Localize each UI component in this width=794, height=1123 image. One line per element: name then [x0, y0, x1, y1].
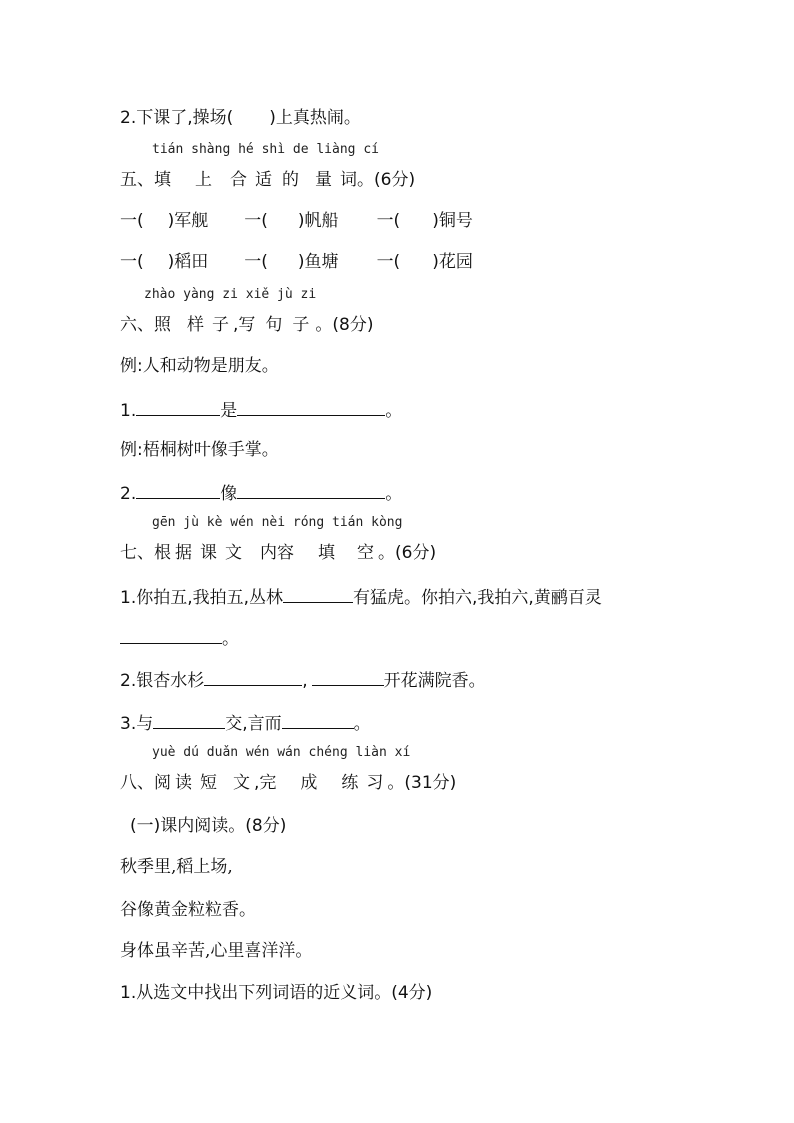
- section-7-pinyin: gēn jù kè wén nèi róng tián kòng: [152, 515, 403, 530]
- example-2: 例:梧桐树叶像手掌。: [120, 440, 279, 460]
- row-item-pre: 一(: [244, 211, 268, 231]
- heading-char: 七、根: [120, 543, 171, 563]
- heading-score: 。(8分): [315, 315, 374, 335]
- item-keyword: 是: [220, 401, 238, 421]
- answer-blank[interactable]: [136, 481, 220, 499]
- row-item-post: )鱼塘: [297, 252, 339, 272]
- answer-blank[interactable]: [204, 668, 302, 686]
- row-item-post: )帆船: [297, 211, 339, 231]
- heading-char: 文: [233, 773, 250, 793]
- row-item-pre: 一(: [120, 211, 144, 231]
- heading-score: 。(6分): [378, 543, 437, 563]
- fill-text: 1.你拍五,我拍五,丛林: [120, 588, 284, 608]
- heading-char: 文: [225, 543, 242, 563]
- item-period: 。: [385, 401, 403, 421]
- section-7-heading: [120, 542, 436, 564]
- fill-text: ,: [302, 671, 308, 691]
- fill-text: 。: [353, 714, 371, 734]
- heading-char: 量: [315, 170, 332, 190]
- heading-char: 习: [366, 773, 384, 793]
- example-1: 例:人和动物是朋友。: [120, 356, 279, 376]
- question-2-after: )上真热闹。: [269, 108, 361, 128]
- heading-char: 空: [357, 543, 374, 563]
- fill-item-1: [120, 585, 602, 609]
- row-item-pre: 一(: [120, 252, 144, 272]
- row-item-post: )稻田: [167, 252, 209, 272]
- section-8-pinyin: yuè dú duǎn wén wán chéng liàn xí: [152, 745, 411, 760]
- heading-char: ,写: [233, 315, 256, 335]
- heading-char: 适: [255, 170, 272, 190]
- row-item-post: )花园: [432, 252, 473, 272]
- answer-blank[interactable]: [120, 626, 222, 644]
- measure-word-row-1: [120, 210, 473, 232]
- answer-blank[interactable]: [237, 398, 385, 416]
- fill-text: 有猛虎。你拍六,我拍六,黄鹂百灵: [353, 588, 602, 608]
- answer-blank[interactable]: [283, 585, 353, 603]
- heading-char: 样: [187, 315, 204, 335]
- section-5-pinyin: tián shàng hé shì de liàng cí: [152, 142, 379, 157]
- row-item-pre: 一(: [376, 252, 401, 272]
- answer-blank[interactable]: [282, 711, 354, 729]
- heading-char: 短: [200, 773, 217, 793]
- heading-char: 八、阅: [120, 773, 171, 793]
- item-number: 2.: [120, 484, 137, 504]
- fill-text: 交,言而: [225, 714, 282, 734]
- section-5-heading: [120, 169, 415, 191]
- fill-item-1-continued: [120, 626, 239, 650]
- item-keyword: 像: [220, 484, 238, 504]
- section-8-heading: [120, 772, 456, 794]
- heading-char: 子: [292, 315, 310, 335]
- heading-char: 练: [341, 773, 359, 793]
- row-item-post: )军舰: [167, 211, 209, 231]
- heading-char: ,完: [254, 773, 277, 793]
- section-6-pinyin: zhào yàng zi xiě jù zi: [144, 287, 317, 302]
- heading-char: 子: [212, 315, 229, 335]
- question-2: [120, 107, 361, 129]
- fill-item-3: [120, 711, 371, 735]
- fill-text: 2.银杏水杉: [120, 671, 205, 691]
- row-item-post: )铜号: [432, 211, 473, 231]
- heading-char: 句: [265, 315, 283, 335]
- section-6-heading: [120, 314, 374, 336]
- heading-char: 成: [300, 773, 318, 793]
- question-2-before: 2.下课了,操场(: [120, 108, 234, 128]
- heading-char: 内: [260, 543, 277, 563]
- row-item-pre: 一(: [244, 252, 268, 272]
- heading-char: 合: [230, 170, 247, 190]
- fill-item-2: [120, 668, 486, 692]
- sentence-item-1: [120, 398, 402, 422]
- heading-char: 容: [277, 543, 294, 563]
- item-period: 。: [385, 484, 403, 504]
- reading-question-1: 1.从选文中找出下列词语的近义词。(4分): [120, 983, 433, 1003]
- measure-word-row-2: [120, 251, 473, 273]
- heading-char: 据: [175, 543, 192, 563]
- answer-blank[interactable]: [136, 398, 220, 416]
- heading-score: 。(31分): [387, 773, 457, 793]
- heading-char: 的: [282, 170, 299, 190]
- poem-line: 身体虽辛苦,心里喜洋洋。: [120, 941, 313, 961]
- heading-char: 词: [340, 170, 357, 190]
- sentence-item-2: [120, 481, 402, 505]
- fill-text: 。: [222, 629, 239, 649]
- poem-line: 秋季里,稻上场,: [120, 857, 233, 877]
- heading-char: 课: [200, 543, 217, 563]
- answer-blank[interactable]: [153, 711, 225, 729]
- fill-text: 开花满院香。: [383, 671, 486, 691]
- answer-blank[interactable]: [237, 481, 385, 499]
- heading-char: 六、照: [120, 315, 171, 335]
- heading-score: 。(6分): [357, 170, 416, 190]
- row-item-pre: 一(: [376, 211, 401, 231]
- item-number: 1.: [120, 401, 137, 421]
- reading-subsection-title: (一)课内阅读。(8分): [130, 816, 287, 836]
- poem-line: 谷像黄金粒粒香。: [120, 900, 256, 920]
- heading-char: 五、填: [120, 170, 171, 190]
- heading-char: 上: [195, 170, 212, 190]
- answer-blank[interactable]: [312, 668, 384, 686]
- fill-text: 3.与: [120, 714, 154, 734]
- heading-char: 读: [175, 773, 192, 793]
- heading-char: 填: [318, 543, 335, 563]
